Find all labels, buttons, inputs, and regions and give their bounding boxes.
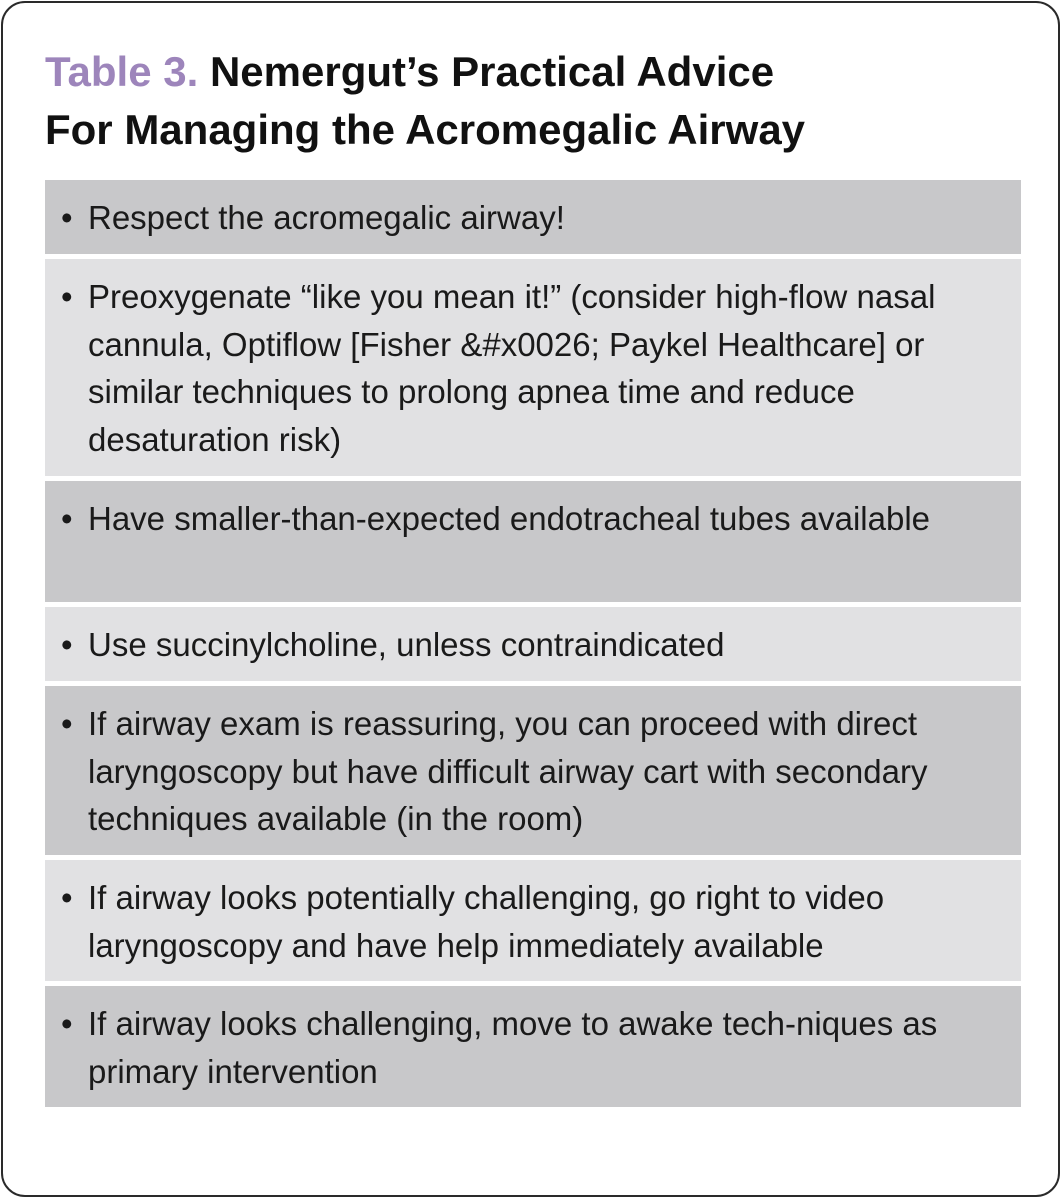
list-item: [45, 259, 1021, 476]
table-title-line1: Nemergut’s Practical Advice: [209, 48, 775, 95]
list-item-text: If airway looks potentially challenging, go right to video laryngoscopy and have help immediately available: [88, 879, 885, 964]
bullet: •: [61, 278, 73, 315]
list-item-text: Have smaller-than-expected endotracheal tubes available: [88, 500, 930, 537]
bullet: •: [61, 500, 73, 537]
list-item-text: Use succinylcholine, unless contraindicated: [88, 626, 725, 663]
list-item-text: Respect the acromegalic airway!: [88, 199, 565, 236]
list-item: [45, 986, 1021, 1107]
list-item-text: Preoxygenate “like you mean it!” (consider high-flow nasal cannula, Optiflow [Fisher &#x0026; Paykel Healthcare] or similar techniques to prolong apnea time and reduce desaturation risk): [88, 278, 936, 458]
list-item: [45, 686, 1021, 855]
list-item: [45, 481, 1021, 602]
advice-list: [45, 180, 1021, 1112]
bullet: •: [61, 879, 73, 916]
bullet: •: [61, 626, 73, 663]
bullet: •: [61, 705, 73, 742]
list-item: [45, 607, 1021, 681]
table-title: [45, 43, 805, 159]
list-item: [45, 860, 1021, 981]
table-label: Table 3.: [45, 48, 199, 95]
list-item: [45, 180, 1021, 254]
list-item-text: If airway exam is reassuring, you can proceed with direct laryngoscopy but have difficult airway cart with secondary techniques available (in the room): [88, 705, 928, 837]
bullet: •: [61, 1005, 73, 1042]
table-title-line2: For Managing the Acromegalic Airway: [45, 106, 806, 153]
list-item-text: If airway looks challenging, move to awake tech-niques as primary intervention: [88, 1005, 938, 1090]
bullet: •: [61, 199, 73, 236]
